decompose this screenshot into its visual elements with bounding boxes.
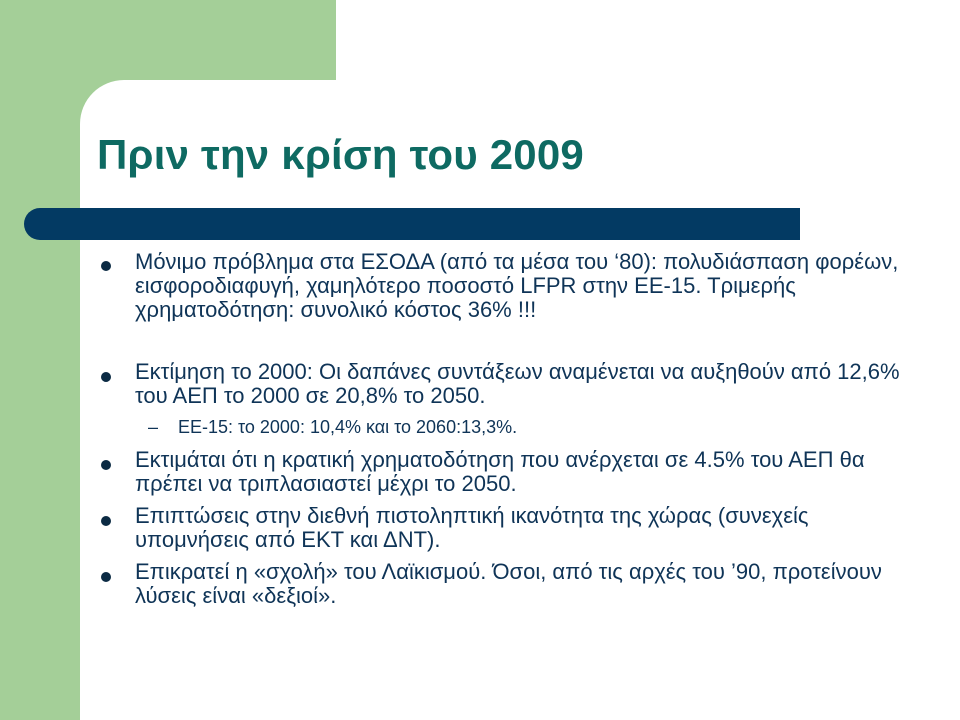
sub-bullet-dash: –: [148, 417, 159, 437]
bullet-dot-icon: [101, 372, 111, 382]
bullet-text-5: Επικρατεί η «σχολή» του Λαϊκισμού. Όσοι, από τις αρχές του ’90, προτείνουν λύσεις είναι «δεξιοί».: [135, 559, 882, 608]
bullet-dot-icon: [101, 572, 111, 582]
bullet-dot-icon: [101, 261, 111, 271]
bullet-dot-icon: [101, 460, 111, 470]
bullet-dot-icon: [101, 516, 111, 526]
sub-bullet-text-1: ΕΕ-15: το 2000: 10,4% και το 2060:13,3%.: [178, 417, 518, 437]
slide-title: Πριν την κρίση του 2009: [97, 131, 584, 178]
bullet-text-4: Επιπτώσεις στην διεθνή πιστοληπτική ικανότητα της χώρας (συνεχείς υπομνήσεις από ΕΚΤ και ΔΝΤ).: [135, 503, 809, 552]
bullet-text-2: Εκτίμηση το 2000: Οι δαπάνες συντάξεων αναμένεται να αυξηθούν από 12,6% του ΑΕΠ το 2000 σε 20,8% το 2050.: [135, 359, 900, 408]
bullet-text-3: Εκτιμάται ότι η κρατική χρηματοδότηση που ανέρχεται σε 4.5% του ΑΕΠ θα πρέπει να τριπλασιαστεί μέχρι το 2050.: [135, 447, 865, 496]
bullet-text-1: Μόνιμο πρόβλημα στα ΕΣΟΔΑ (από τα μέσα του ‘80): πολυδιάσπαση φορέων, εισφοροδιαφυγή, χαμηλότερο ποσοστό LFPR στην ΕΕ-15. Τριμερής χρηματοδότηση: συνολικό κόστος 36% !!!: [135, 249, 899, 322]
